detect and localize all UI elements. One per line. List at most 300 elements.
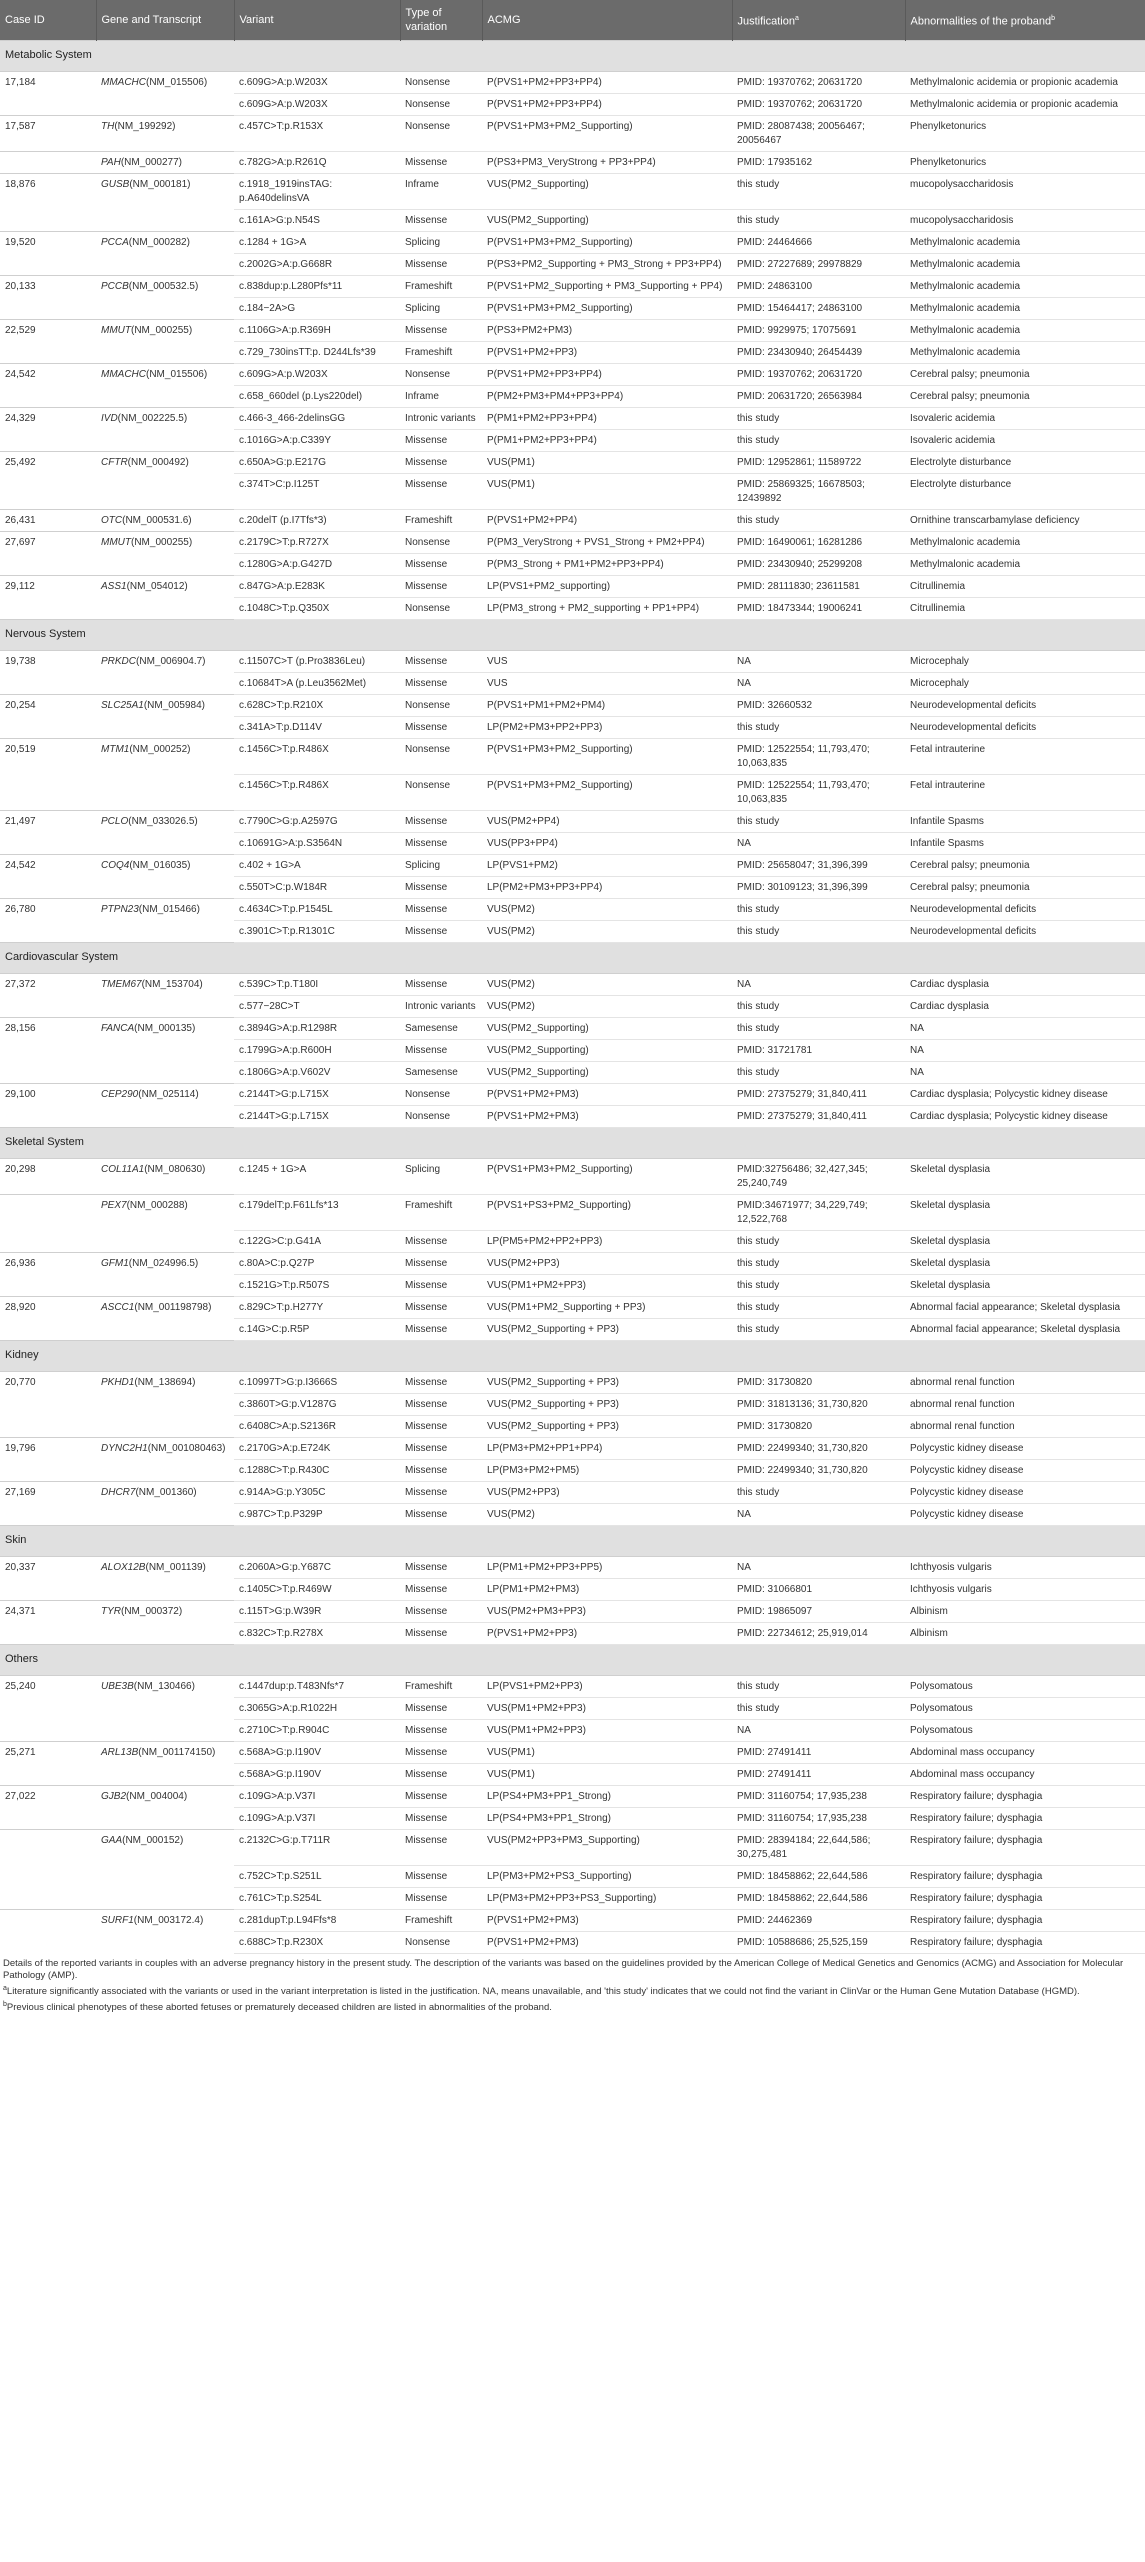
cell-type: Missense: [400, 899, 482, 921]
cell-type: Missense: [400, 1866, 482, 1888]
cell-justification: PMID: 30109123; 31,396,399: [732, 877, 905, 899]
table-row: [0, 532, 1145, 554]
cell-justification: PMID: 31730820: [732, 1372, 905, 1394]
cell-case-id: 29,100: [0, 1084, 96, 1106]
cell-type: Missense: [400, 1319, 482, 1341]
cell-case-id: 25,240: [0, 1676, 96, 1698]
cell-abnormalities: Methylmalonic academia: [905, 342, 1145, 364]
cell-type: Splicing: [400, 855, 482, 877]
cell-type: Frameshift: [400, 1195, 482, 1231]
cell-variant: c.539C>T:p.T180I: [234, 974, 400, 996]
cell-abnormalities: Cerebral palsy; pneumonia: [905, 386, 1145, 408]
cell-acmg: P(PVS1+PM2+PM3): [482, 1084, 732, 1106]
table-row: [0, 1106, 1145, 1128]
cell-case-id: [0, 342, 96, 364]
cell-abnormalities: mucopolysaccharidosis: [905, 210, 1145, 232]
cell-variant: c.457C>T:p.R153X: [234, 116, 400, 152]
cell-acmg: VUS(PM1): [482, 1764, 732, 1786]
cell-case-id: [0, 554, 96, 576]
cell-acmg: VUS(PM1+PM2+PP3): [482, 1698, 732, 1720]
cell-variant: c.109G>A:p.V37I: [234, 1786, 400, 1808]
gene-name: UBE3B: [101, 1681, 134, 1692]
cell-variant: c.1456C>T:p.R486X: [234, 739, 400, 775]
gene-transcript: (NM_080630): [144, 1164, 206, 1175]
cell-abnormalities: Electrolyte disturbance: [905, 452, 1145, 474]
cell-gene: [96, 408, 234, 430]
cell-type: Missense: [400, 877, 482, 899]
cell-abnormalities: Infantile Spasms: [905, 811, 1145, 833]
table-row: [0, 320, 1145, 342]
cell-case-id: 27,697: [0, 532, 96, 554]
header-variant: Variant: [234, 0, 400, 41]
cell-abnormalities: Methylmalonic academia: [905, 298, 1145, 320]
gene-name: MMACHC: [101, 369, 146, 380]
footnote-b-mark: b: [3, 2001, 7, 2009]
cell-acmg: P(PVS1+PM1+PM2+PM4): [482, 695, 732, 717]
cell-abnormalities: Respiratory failure; dysphagia: [905, 1808, 1145, 1830]
cell-abnormalities: NA: [905, 1062, 1145, 1084]
footnote-a-text: Literature significantly associated with the variants or used in the variant interpretation is listed in the justification. NA, means unavailable, and 'this study' indicates that we could not find the variant in ClinVar or the Human Gene Mutation Database (HGMD).: [6, 1986, 1080, 1998]
cell-case-id: [0, 775, 96, 811]
cell-gene: [96, 1504, 234, 1526]
table-row: [0, 1698, 1145, 1720]
cell-justification: this study: [732, 510, 905, 532]
cell-variant: c.2060A>G:p.Y687C: [234, 1557, 400, 1579]
cell-acmg: VUS(PM2_Supporting + PP3): [482, 1416, 732, 1438]
cell-case-id: [0, 1764, 96, 1786]
cell-gene: [96, 1786, 234, 1808]
gene-transcript: (NM_000277): [120, 157, 182, 168]
cell-justification: NA: [732, 833, 905, 855]
header-justification-sup: a: [794, 14, 799, 22]
cell-type: Missense: [400, 1231, 482, 1253]
cell-gene: [96, 452, 234, 474]
cell-justification: PMID: 16490061; 16281286: [732, 532, 905, 554]
cell-gene: [96, 1062, 234, 1084]
cell-justification: PMID: 25658047; 31,396,399: [732, 855, 905, 877]
cell-gene: [96, 116, 234, 152]
cell-variant: c.2179C>T:p.R727X: [234, 532, 400, 554]
cell-variant: c.179delT:p.F61Lfs*13: [234, 1195, 400, 1231]
table-row: [0, 232, 1145, 254]
cell-abnormalities: Cerebral palsy; pneumonia: [905, 364, 1145, 386]
cell-case-id: 27,372: [0, 974, 96, 996]
cell-justification: PMID: 18458862; 22,644,586: [732, 1888, 905, 1910]
table-row: [0, 430, 1145, 452]
table-row: [0, 364, 1145, 386]
cell-abnormalities: Cerebral palsy; pneumonia: [905, 877, 1145, 899]
table-row: [0, 673, 1145, 695]
cell-type: Missense: [400, 1416, 482, 1438]
cell-justification: this study: [732, 811, 905, 833]
cell-gene: [96, 276, 234, 298]
cell-abnormalities: Respiratory failure; dysphagia: [905, 1932, 1145, 1954]
gene-name: TH: [101, 121, 115, 132]
cell-type: Nonsense: [400, 1084, 482, 1106]
table-row: [0, 210, 1145, 232]
gene-name: CFTR: [101, 457, 128, 468]
cell-abnormalities: Ornithine transcarbamylase deficiency: [905, 510, 1145, 532]
cell-abnormalities: Methylmalonic academia: [905, 320, 1145, 342]
header-abnormalities-sup: b: [1051, 14, 1056, 22]
table-row: [0, 1720, 1145, 1742]
header-type: Type of variation: [400, 0, 482, 41]
cell-type: Samesense: [400, 1018, 482, 1040]
cell-variant: c.115T>G:p.W39R: [234, 1601, 400, 1623]
gene-transcript: (NM_054012): [126, 581, 188, 592]
cell-variant: c.1447dup:p.T483Nfs*7: [234, 1676, 400, 1698]
cell-justification: PMID: 19370762; 20631720: [732, 364, 905, 386]
cell-type: Inframe: [400, 174, 482, 210]
header-justification-label: Justification: [737, 15, 795, 28]
cell-justification: PMID: 22499340; 31,730,820: [732, 1438, 905, 1460]
cell-justification: PMID: 23430940; 25299208: [732, 554, 905, 576]
cell-abnormalities: Microcephaly: [905, 673, 1145, 695]
cell-gene: [96, 1297, 234, 1319]
cell-acmg: VUS(PM2_Supporting + PP3): [482, 1394, 732, 1416]
cell-justification: PMID: 27375279; 31,840,411: [732, 1106, 905, 1128]
cell-gene: [96, 1460, 234, 1482]
cell-type: Missense: [400, 1808, 482, 1830]
gene-transcript: (NM_004004): [126, 1791, 188, 1802]
gene-name: CEP290: [101, 1089, 139, 1100]
cell-gene: [96, 1720, 234, 1742]
cell-variant: c.1288C>T:p.R430C: [234, 1460, 400, 1482]
cell-variant: c.1405C>T:p.R469W: [234, 1579, 400, 1601]
cell-acmg: LP(PS4+PM3+PP1_Strong): [482, 1786, 732, 1808]
gene-transcript: (NM_000152): [122, 1835, 184, 1846]
cell-case-id: [0, 1195, 96, 1231]
cell-abnormalities: Neurodevelopmental deficits: [905, 899, 1145, 921]
table-row: [0, 474, 1145, 510]
cell-abnormalities: Abdominal mass occupancy: [905, 1764, 1145, 1786]
cell-gene: [96, 210, 234, 232]
table-row: [0, 877, 1145, 899]
gene-name: PCCA: [101, 237, 129, 248]
table-row: [0, 1275, 1145, 1297]
cell-abnormalities: Polycystic kidney disease: [905, 1460, 1145, 1482]
gene-name: ASCC1: [101, 1302, 135, 1313]
cell-abnormalities: Citrullinemia: [905, 598, 1145, 620]
cell-gene: [96, 320, 234, 342]
cell-abnormalities: Infantile Spasms: [905, 833, 1145, 855]
cell-justification: this study: [732, 717, 905, 739]
gene-name: COQ4: [101, 860, 130, 871]
table-row: [0, 1416, 1145, 1438]
cell-variant: c.1918_1919insTAG: p.A640delinsVA: [234, 174, 400, 210]
cell-abnormalities: Methylmalonic academia: [905, 554, 1145, 576]
cell-variant: c.3860T>G:p.V1287G: [234, 1394, 400, 1416]
cell-variant: c.2710C>T:p.R904C: [234, 1720, 400, 1742]
cell-justification: PMID: 17935162: [732, 152, 905, 174]
cell-justification: this study: [732, 408, 905, 430]
cell-acmg: VUS(PM2_Supporting + PP3): [482, 1319, 732, 1341]
cell-abnormalities: Respiratory failure; dysphagia: [905, 1910, 1145, 1932]
cell-case-id: [0, 386, 96, 408]
cell-gene: [96, 576, 234, 598]
cell-variant: c.550T>C:p.W184R: [234, 877, 400, 899]
cell-acmg: VUS(PM1+PM2+PP3): [482, 1720, 732, 1742]
cell-justification: PMID: 19370762; 20631720: [732, 94, 905, 116]
table-row: [0, 554, 1145, 576]
gene-name: FANCA: [101, 1023, 135, 1034]
cell-acmg: VUS(PM2_Supporting): [482, 1040, 732, 1062]
cell-case-id: 19,738: [0, 651, 96, 673]
cell-justification: PMID: 20631720; 26563984: [732, 386, 905, 408]
cell-type: Nonsense: [400, 1932, 482, 1954]
cell-abnormalities: Methylmalonic academia: [905, 276, 1145, 298]
header-acmg: ACMG: [482, 0, 732, 41]
gene-name: TMEM67: [101, 979, 142, 990]
cell-variant: c.1799G>A:p.R600H: [234, 1040, 400, 1062]
cell-type: Nonsense: [400, 695, 482, 717]
section-title: Skeletal System: [0, 1128, 1145, 1159]
cell-justification: PMID: 27375279; 31,840,411: [732, 1084, 905, 1106]
cell-type: Missense: [400, 1579, 482, 1601]
cell-justification: PMID: 12952861; 11589722: [732, 452, 905, 474]
cell-case-id: [0, 1830, 96, 1866]
gene-transcript: (NM_033026.5): [128, 816, 198, 827]
gene-transcript: (NM_000372): [121, 1606, 183, 1617]
cell-type: Missense: [400, 1482, 482, 1504]
cell-justification: PMID: 18458862; 22,644,586: [732, 1866, 905, 1888]
table-row: [0, 1297, 1145, 1319]
table-row: [0, 1932, 1145, 1954]
cell-case-id: [0, 921, 96, 943]
gene-name: TYR: [101, 1606, 121, 1617]
cell-abnormalities: abnormal renal function: [905, 1372, 1145, 1394]
table-row: [0, 1808, 1145, 1830]
cell-gene: [96, 532, 234, 554]
cell-acmg: VUS(PP3+PP4): [482, 833, 732, 855]
cell-gene: [96, 1623, 234, 1645]
cell-justification: PMID: 19865097: [732, 1601, 905, 1623]
cell-type: Missense: [400, 651, 482, 673]
cell-variant: c.10691G>A:p.S3564N: [234, 833, 400, 855]
gene-transcript: (NM_001139): [145, 1562, 206, 1573]
cell-variant: c.10684T>A (p.Leu3562Met): [234, 673, 400, 695]
gene-name: SLC25A1: [101, 700, 144, 711]
cell-abnormalities: Fetal intrauterine: [905, 739, 1145, 775]
cell-gene: [96, 254, 234, 276]
cell-gene: [96, 474, 234, 510]
cell-justification: PMID: 27227689; 29978829: [732, 254, 905, 276]
section-row: [0, 943, 1145, 974]
section-title: Cardiovascular System: [0, 943, 1145, 974]
cell-gene: [96, 1742, 234, 1764]
cell-justification: NA: [732, 1504, 905, 1526]
cell-abnormalities: Respiratory failure; dysphagia: [905, 1786, 1145, 1808]
cell-type: Splicing: [400, 232, 482, 254]
cell-justification: PMID: 27491411: [732, 1764, 905, 1786]
table-row: [0, 1764, 1145, 1786]
cell-type: Missense: [400, 210, 482, 232]
cell-gene: [96, 1394, 234, 1416]
header-row: [0, 0, 1145, 41]
gene-transcript: (NM_001198798): [134, 1302, 212, 1313]
cell-abnormalities: Respiratory failure; dysphagia: [905, 1866, 1145, 1888]
table-row: [0, 452, 1145, 474]
cell-type: Frameshift: [400, 342, 482, 364]
cell-acmg: VUS(PM2+PP4): [482, 811, 732, 833]
gene-transcript: (NM_000532.5): [128, 281, 199, 292]
cell-type: Missense: [400, 1720, 482, 1742]
gene-name: IVD: [101, 413, 118, 424]
cell-type: Nonsense: [400, 598, 482, 620]
cell-gene: [96, 695, 234, 717]
gene-transcript: (NM_000252): [129, 744, 191, 755]
cell-acmg: VUS(PM2+PP3): [482, 1253, 732, 1275]
cell-case-id: [0, 1932, 96, 1954]
cell-justification: PMID: 31730820: [732, 1416, 905, 1438]
cell-case-id: 25,492: [0, 452, 96, 474]
cell-abnormalities: Methylmalonic academia: [905, 232, 1145, 254]
cell-type: Frameshift: [400, 276, 482, 298]
gene-name: GUSB: [101, 179, 130, 190]
cell-abnormalities: Abdominal mass occupancy: [905, 1742, 1145, 1764]
cell-abnormalities: Fetal intrauterine: [905, 775, 1145, 811]
cell-abnormalities: Polysomatous: [905, 1698, 1145, 1720]
cell-acmg: VUS(PM2): [482, 899, 732, 921]
gene-transcript: (NM_015466): [138, 904, 200, 915]
cell-acmg: P(PM3_VeryStrong + PVS1_Strong + PM2+PP4): [482, 532, 732, 554]
cell-abnormalities: Albinism: [905, 1623, 1145, 1645]
cell-abnormalities: Polysomatous: [905, 1676, 1145, 1698]
cell-case-id: [0, 1698, 96, 1720]
cell-variant: c.1016G>A:p.C339Y: [234, 430, 400, 452]
gene-transcript: (NM_016035): [129, 860, 191, 871]
cell-abnormalities: Ichthyosis vulgaris: [905, 1557, 1145, 1579]
gene-transcript: (NM_015506): [146, 77, 208, 88]
cell-abnormalities: Skeletal dysplasia: [905, 1275, 1145, 1297]
cell-variant: c.609G>A:p.W203X: [234, 94, 400, 116]
cell-abnormalities: Ichthyosis vulgaris: [905, 1579, 1145, 1601]
cell-justification: this study: [732, 1297, 905, 1319]
table-row: [0, 1504, 1145, 1526]
table-row: [0, 1319, 1145, 1341]
section-row: [0, 1526, 1145, 1557]
cell-case-id: 26,431: [0, 510, 96, 532]
cell-gene: [96, 1106, 234, 1128]
cell-type: Missense: [400, 152, 482, 174]
cell-justification: PMID: 9929975; 17075691: [732, 320, 905, 342]
gene-transcript: (NM_005984): [143, 700, 205, 711]
cell-variant: c.1280G>A:p.G427D: [234, 554, 400, 576]
table-row: [0, 1910, 1145, 1932]
cell-case-id: [0, 298, 96, 320]
cell-justification: this study: [732, 996, 905, 1018]
cell-type: Missense: [400, 1275, 482, 1297]
cell-case-id: 24,542: [0, 364, 96, 386]
cell-gene: [96, 342, 234, 364]
cell-case-id: [0, 1394, 96, 1416]
cell-variant: c.7790C>G:p.A2597G: [234, 811, 400, 833]
cell-gene: [96, 174, 234, 210]
cell-acmg: LP(PM3+PM2+PS3_Supporting): [482, 1866, 732, 1888]
cell-acmg: LP(PM2+PM3+PP3+PP4): [482, 877, 732, 899]
cell-abnormalities: Microcephaly: [905, 651, 1145, 673]
cell-variant: c.2144T>G:p.L715X: [234, 1084, 400, 1106]
cell-variant: c.14G>C:p.R5P: [234, 1319, 400, 1341]
cell-case-id: 29,112: [0, 576, 96, 598]
cell-case-id: [0, 1106, 96, 1128]
cell-type: Missense: [400, 1438, 482, 1460]
cell-gene: [96, 1084, 234, 1106]
cell-gene: [96, 72, 234, 94]
gene-name: MMUT: [101, 325, 131, 336]
cell-variant: c.568A>G:p.I190V: [234, 1742, 400, 1764]
cell-gene: [96, 717, 234, 739]
cell-justification: PMID: 12522554; 11,793,470; 10,063,835: [732, 739, 905, 775]
cell-type: Nonsense: [400, 775, 482, 811]
cell-gene: [96, 811, 234, 833]
cell-type: Missense: [400, 974, 482, 996]
cell-justification: PMID: 22734612; 25,919,014: [732, 1623, 905, 1645]
cell-gene: [96, 974, 234, 996]
table-body: [0, 41, 1145, 1954]
cell-abnormalities: abnormal renal function: [905, 1416, 1145, 1438]
cell-case-id: 24,371: [0, 1601, 96, 1623]
cell-case-id: 24,329: [0, 408, 96, 430]
table-row: [0, 996, 1145, 1018]
table-row: [0, 174, 1145, 210]
cell-type: Missense: [400, 1253, 482, 1275]
gene-transcript: (NM_001174150): [138, 1747, 216, 1758]
cell-case-id: 21,497: [0, 811, 96, 833]
gene-transcript: (NM_024996.5): [128, 1258, 199, 1269]
cell-justification: PMID: 32660532: [732, 695, 905, 717]
cell-abnormalities: Isovaleric acidemia: [905, 430, 1145, 452]
cell-justification: PMID: 19370762; 20631720: [732, 72, 905, 94]
cell-variant: c.1245 + 1G>A: [234, 1159, 400, 1195]
gene-name: PKHD1: [101, 1377, 135, 1388]
gene-transcript: (NM_002225.5): [117, 413, 188, 424]
cell-case-id: [0, 1888, 96, 1910]
cell-gene: [96, 94, 234, 116]
cell-type: Missense: [400, 1460, 482, 1482]
cell-type: Nonsense: [400, 364, 482, 386]
gene-transcript: (NM_000255): [131, 325, 193, 336]
cell-type: Nonsense: [400, 94, 482, 116]
cell-type: Nonsense: [400, 1106, 482, 1128]
cell-variant: c.466-3_466-2delinsGG: [234, 408, 400, 430]
cell-abnormalities: Cardiac dysplasia; Polycystic kidney disease: [905, 1084, 1145, 1106]
cell-case-id: [0, 1231, 96, 1253]
cell-gene: [96, 899, 234, 921]
cell-type: Missense: [400, 717, 482, 739]
cell-type: Missense: [400, 921, 482, 943]
table-row: [0, 974, 1145, 996]
gene-name: PTPN23: [101, 904, 139, 915]
cell-type: Missense: [400, 673, 482, 695]
cell-acmg: LP(PM3+PM2+PP1+PP4): [482, 1438, 732, 1460]
cell-acmg: VUS(PM2): [482, 974, 732, 996]
cell-justification: PMID: 24462369: [732, 1910, 905, 1932]
header-justification: [732, 0, 905, 41]
gene-name: GFM1: [101, 1258, 129, 1269]
cell-gene: [96, 386, 234, 408]
cell-acmg: VUS(PM1+PM2_Supporting + PP3): [482, 1297, 732, 1319]
cell-type: Missense: [400, 452, 482, 474]
cell-case-id: [0, 474, 96, 510]
table-row: [0, 1460, 1145, 1482]
cell-variant: c.3065G>A:p.R1022H: [234, 1698, 400, 1720]
cell-case-id: [0, 877, 96, 899]
cell-variant: c.688C>T:p.R230X: [234, 1932, 400, 1954]
cell-abnormalities: Polycystic kidney disease: [905, 1482, 1145, 1504]
cell-type: Missense: [400, 1764, 482, 1786]
cell-case-id: [0, 996, 96, 1018]
